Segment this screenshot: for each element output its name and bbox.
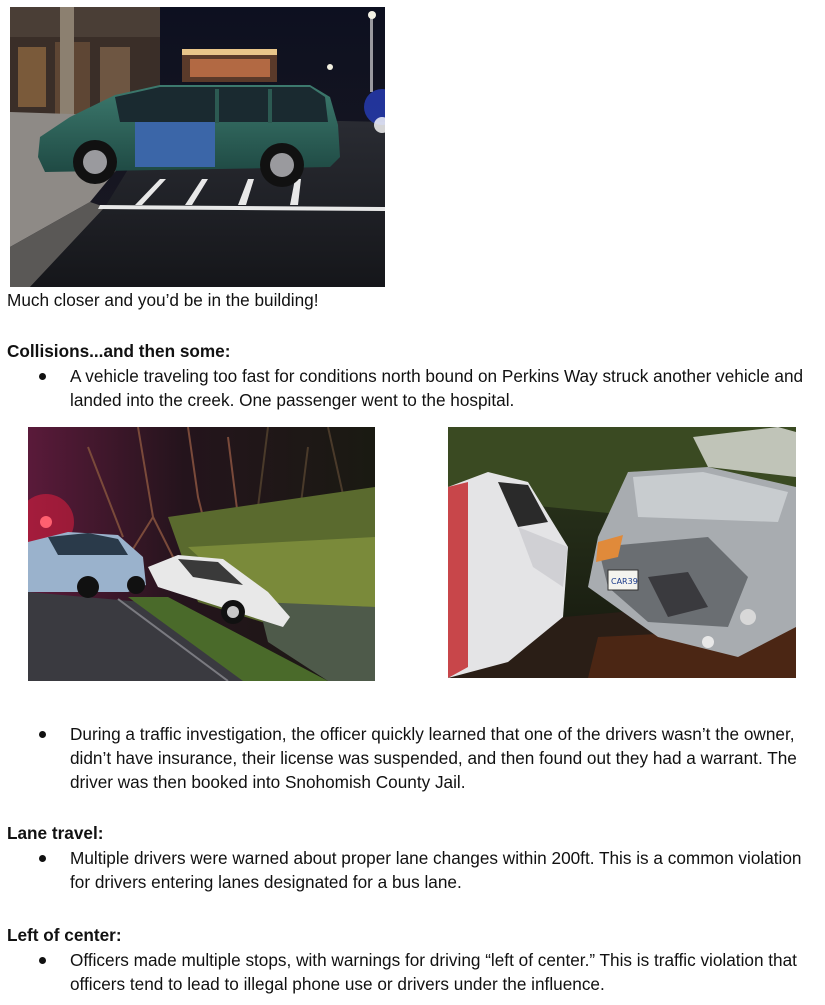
collisions-bullet-2: During a traffic investigation, the officer quickly learned that one of the drivers wasn’t the owner, didn’t have insurance, their license was suspended, and then found out they had a warrant. The driver was then booked into Snohomish County Jail. bbox=[70, 724, 797, 792]
collisions-bullet-1: A vehicle traveling too fast for conditions north bound on Perkins Way struck another vehicle and landed into the creek. One passenger went to the hospital. bbox=[70, 366, 804, 410]
car-in-creek-photo bbox=[28, 427, 375, 681]
license-plate-text: CAR39 bbox=[611, 577, 638, 586]
car-on-sidewalk-photo bbox=[10, 7, 385, 287]
left-of-center-bullet-1: Officers made multiple stops, with warnings for driving “left of center.” This is traffic violation that officers tend to lead to illegal phone use or drivers under the influence. bbox=[70, 950, 797, 994]
bullet-icon bbox=[39, 731, 46, 738]
car-on-sidewalk-illustration bbox=[10, 7, 385, 287]
bullet-icon bbox=[39, 373, 46, 380]
crashed-cars-illustration bbox=[448, 427, 796, 678]
lane-travel-bullet-1: Multiple drivers were warned about proper lane changes within 200ft. This is a common violation for drivers entering lanes designated for a bus lane. bbox=[70, 848, 802, 892]
car-in-creek-illustration bbox=[28, 427, 375, 681]
left-of-center-heading: Left of center: bbox=[7, 925, 122, 945]
bullet-icon bbox=[39, 855, 46, 862]
lane-travel-heading: Lane travel: bbox=[7, 823, 104, 843]
photo-caption: Much closer and you’d be in the building! bbox=[7, 290, 319, 310]
collisions-heading: Collisions...and then some: bbox=[7, 341, 231, 361]
bullet-icon bbox=[39, 957, 46, 964]
crashed-cars-closeup-photo bbox=[448, 427, 796, 678]
